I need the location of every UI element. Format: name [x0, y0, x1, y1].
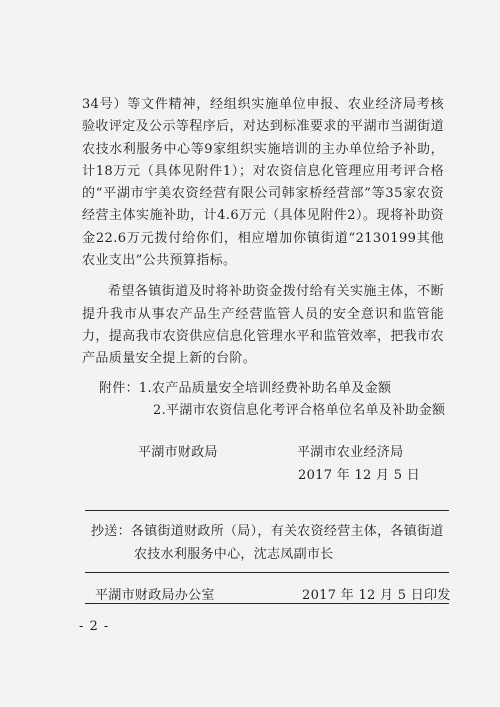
- body-paragraph-2: 希望各镇街道及时将补助资金拨付给有关实施主体，不断提升我市从事农产品生产经营监管人员的安全意识和监管能力，提高我市农资供应信息化管理水平和监管效率，把我市农产品质量安全提上新的台阶。: [82, 284, 444, 367]
- cc-line-1: 抄送：各镇街道财政所（局），有关农资经营主体，各镇街道: [91, 524, 444, 539]
- signature-finance-bureau: 平湖市财政局: [138, 445, 218, 460]
- issuing-office: 平湖市财政局办公室: [95, 588, 215, 603]
- divider-top: [85, 510, 449, 511]
- attachment-item-1: 附件：1.农产品质量安全培训经费补助名单及金额: [99, 381, 392, 396]
- attachments-list: [99, 378, 445, 422]
- cc-line-2: 农技水利服务中心，沈志凤副市长: [134, 547, 334, 562]
- document-body: [82, 94, 444, 371]
- divider-bottom: [85, 603, 449, 604]
- body-paragraph-1: 34号）等文件精神，经组织实施单位申报、农业经济局考核验收评定及公示等程序后，对达到标准要求的平湖市当湖街道农技水利服务中心等9家组织实施培训的主办单位给予补助，计18万元（具体见附件1）；对农资信息化管理应用考评合格的“平湖市宇美农资经营有限公司韩家桥经营部”等35家农资经营主体实施补助，计4.6万元（具体见附件2）。现将补助资金22.6万元拨付给你们，相应增加你镇街道“2130199其他农业支出”公共预算指标。: [82, 97, 444, 269]
- signature-date: 2017 年 12 月 5 日: [298, 468, 421, 483]
- page-number: - 2 -: [79, 619, 110, 634]
- attachment-item-2: 2.平湖市农资信息化考评合格单位名单及补助金额: [153, 403, 446, 418]
- signature-agri-economy-bureau: 平湖市农业经济局: [297, 445, 404, 460]
- print-date: 2017 年 12 月 5 日印发: [302, 588, 451, 603]
- divider-middle: [85, 572, 449, 573]
- cc-block: [91, 520, 449, 566]
